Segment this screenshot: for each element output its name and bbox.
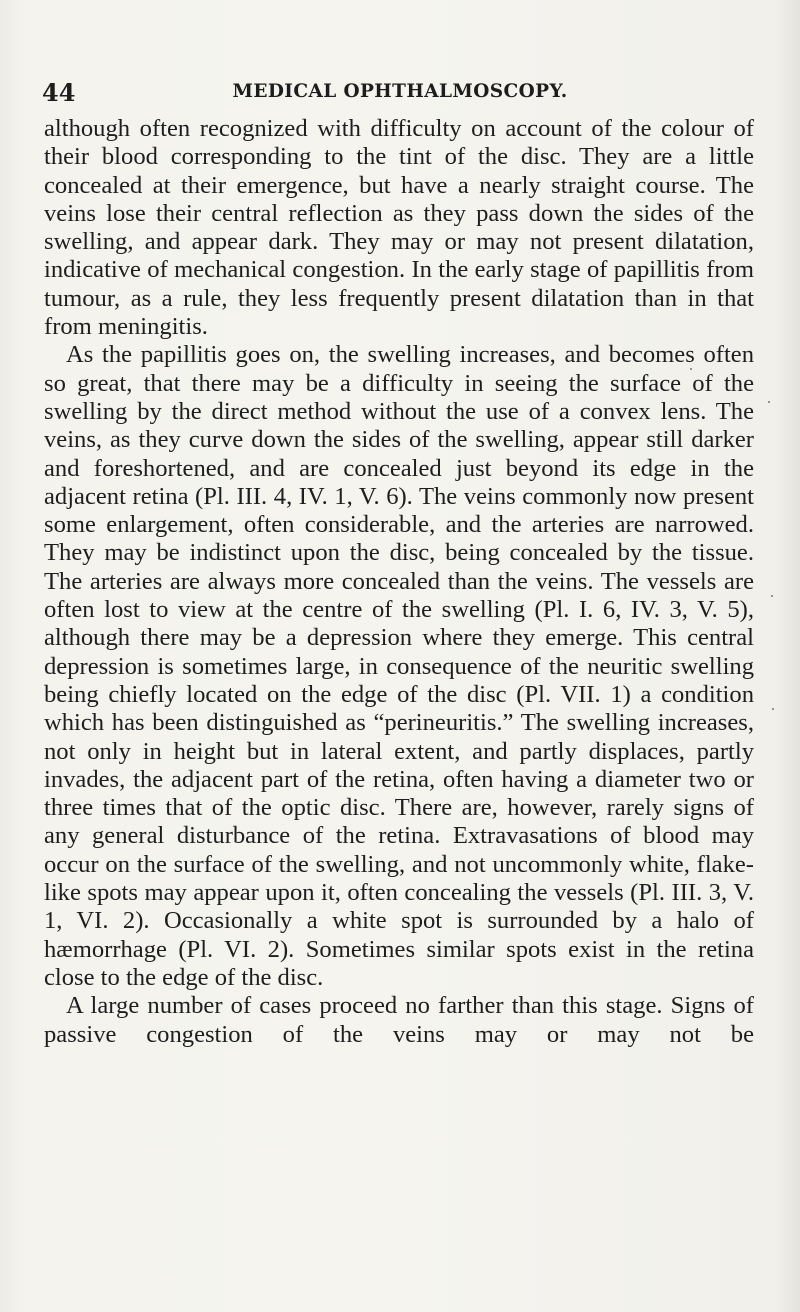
paragraph: As the papillitis goes on, the swelling increases, and becomes often so great, that there may be a difficulty in seeing the surface of the swelling by the direct method without the use of a convex lens. The veins, as they curve down the sides of the swelling, appear still darker and foreshortened, and are concealed just beyond its edge in the adjacent retina (Pl. III. 4, IV. 1, V. 6). The veins commonly now present some enlargement, often considerable, and the arteries are narrowed. They may be indistinct upon the disc, being concealed by the tissue. The arteries are always more concealed than the veins. The vessels are often lost to view at the centre of the swelling (Pl. I. 6, IV. 3, V. 5), although there may be a depression where they emerge. This central depression is sometimes large, in consequence of the neuritic swelling being chiefly located on the edge of the disc (Pl. VII. 1) a condition which has been distinguished as “perineuritis.” The swelling increases, not only in height but in lateral extent, and partly displaces, partly invades, the adjacent part of the retina, often having a diameter two or three times that of the optic disc. There are, however, rarely signs of any general disturbance of the retina. Extravasations of blood may occur on the surface of the swelling, and not uncommonly white, flake-like spots may appear upon it, often concealing the vessels (Pl. III. 3, V. 1, VI. 2). Occasionally a white spot is surrounded by a halo of hæmorrhage (Pl. VI. 2). Sometimes similar spots exist in the retina close to the edge of the disc. bbox=[44, 341, 754, 991]
paper-speck bbox=[771, 595, 773, 597]
running-head: MEDICAL OPHTHALMOSCOPY. bbox=[232, 81, 568, 102]
page-header bbox=[40, 78, 760, 108]
page-number: 44 bbox=[42, 78, 76, 107]
paragraph: A large number of cases proceed no farther than this stage. Signs of passive congestion of the veins may or may not be bbox=[44, 992, 754, 1048]
paper-speck bbox=[690, 368, 692, 370]
body-text bbox=[44, 115, 754, 1049]
paper-speck bbox=[772, 708, 774, 710]
paragraph: although often recognized with difficulty on account of the colour of their blood corresponding to the tint of the disc. They are a little concealed at their emergence, but have a nearly straight course. The veins lose their central reflection as they pass down the sides of the swelling, and appear dark. They may or may not present dilatation, indicative of mechanical congestion. In the early stage of papillitis from tumour, as a rule, they less frequently present dilatation than in that from meningitis. bbox=[44, 115, 754, 341]
paper-speck bbox=[768, 401, 770, 403]
